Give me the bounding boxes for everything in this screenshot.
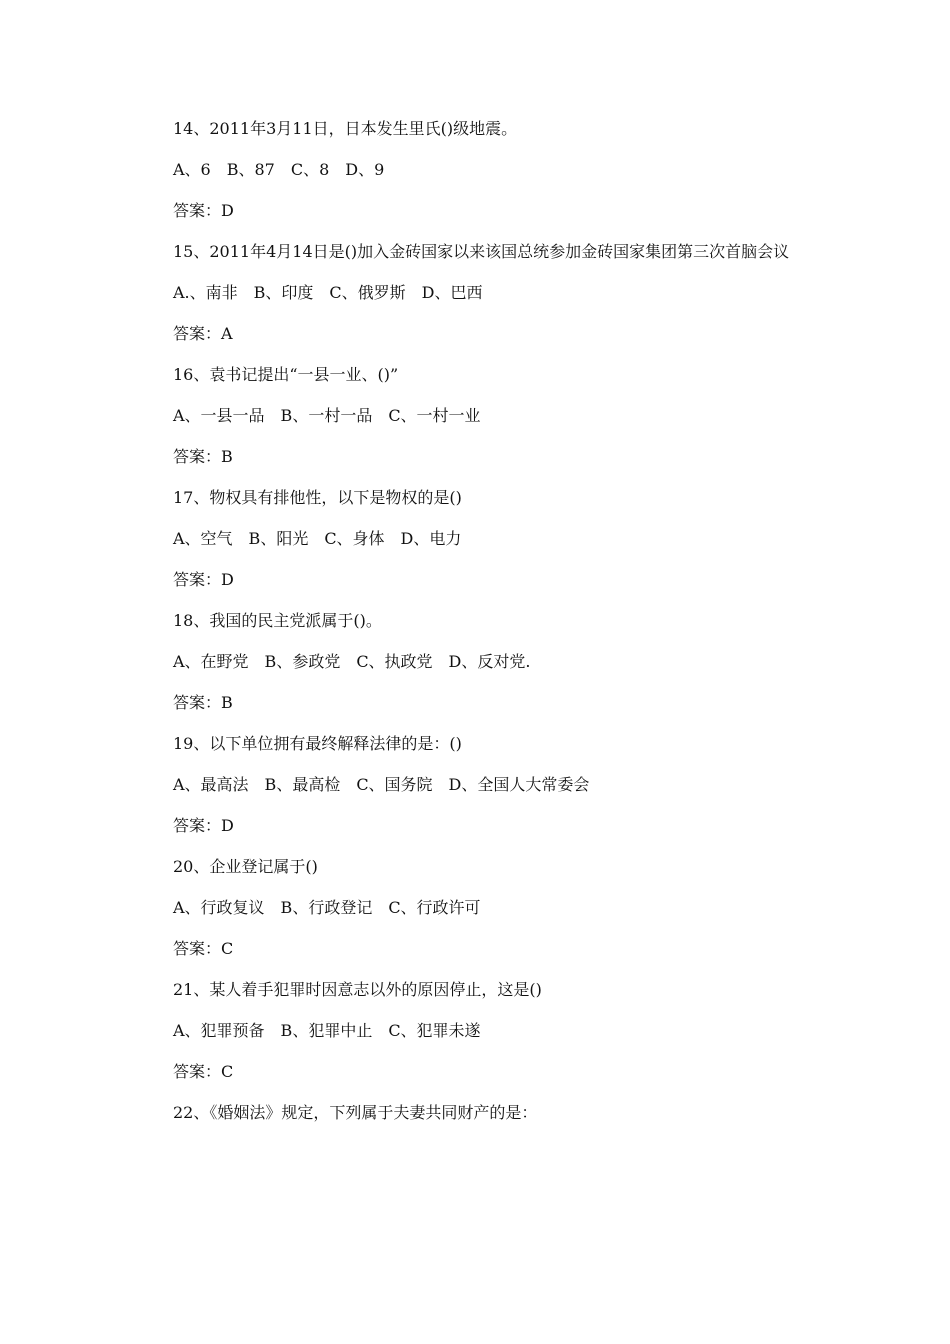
question-22: 22、《婚姻法》规定，下列属于夫妻共同财产的是：	[173, 1103, 538, 1122]
question-15: 15、2011年4月14日是()加入金砖国家以来该国总统参加金砖国家集团第三次首脑会议	[173, 242, 790, 261]
options-19: A、最高法 B、最高检 C、国务院 D、全国人大常委会	[173, 775, 590, 794]
answer-16: 答案：B	[173, 447, 233, 466]
question-16: 16、袁书记提出“一县一业、()”	[173, 365, 399, 384]
answer-18: 答案：B	[173, 693, 233, 712]
options-14: A、6 B、87 C、8 D、9	[173, 160, 385, 179]
question-list	[145, 118, 805, 1143]
options-17: A、空气 B、阳光 C、身体 D、电力	[173, 529, 462, 548]
options-21: A、犯罪预备 B、犯罪中止 C、犯罪未遂	[173, 1021, 481, 1040]
answer-20: 答案：C	[173, 939, 234, 958]
question-19: 19、以下单位拥有最终解释法律的是：()	[173, 734, 462, 753]
question-17: 17、物权具有排他性，以下是物权的是()	[173, 488, 462, 507]
answer-17: 答案：D	[173, 570, 234, 589]
question-18: 18、我国的民主党派属于()。	[173, 611, 382, 630]
question-14: 14、2011年3月11日，日本发生里氏()级地震。	[173, 119, 518, 138]
options-18: A、在野党 B、参政党 C、执政党 D、反对党.	[173, 652, 531, 671]
options-16: A、一县一品 B、一村一品 C、一村一业	[173, 406, 481, 425]
answer-15: 答案：A	[173, 324, 233, 343]
options-20: A、行政复议 B、行政登记 C、行政许可	[173, 898, 481, 917]
question-21: 21、某人着手犯罪时因意志以外的原因停止，这是()	[173, 980, 542, 999]
question-20: 20、企业登记属于()	[173, 857, 318, 876]
answer-21: 答案：C	[173, 1062, 234, 1081]
answer-19: 答案：D	[173, 816, 234, 835]
answer-14: 答案：D	[173, 201, 234, 220]
options-15: A.、南非 B、印度 C、俄罗斯 D、巴西	[173, 283, 483, 302]
